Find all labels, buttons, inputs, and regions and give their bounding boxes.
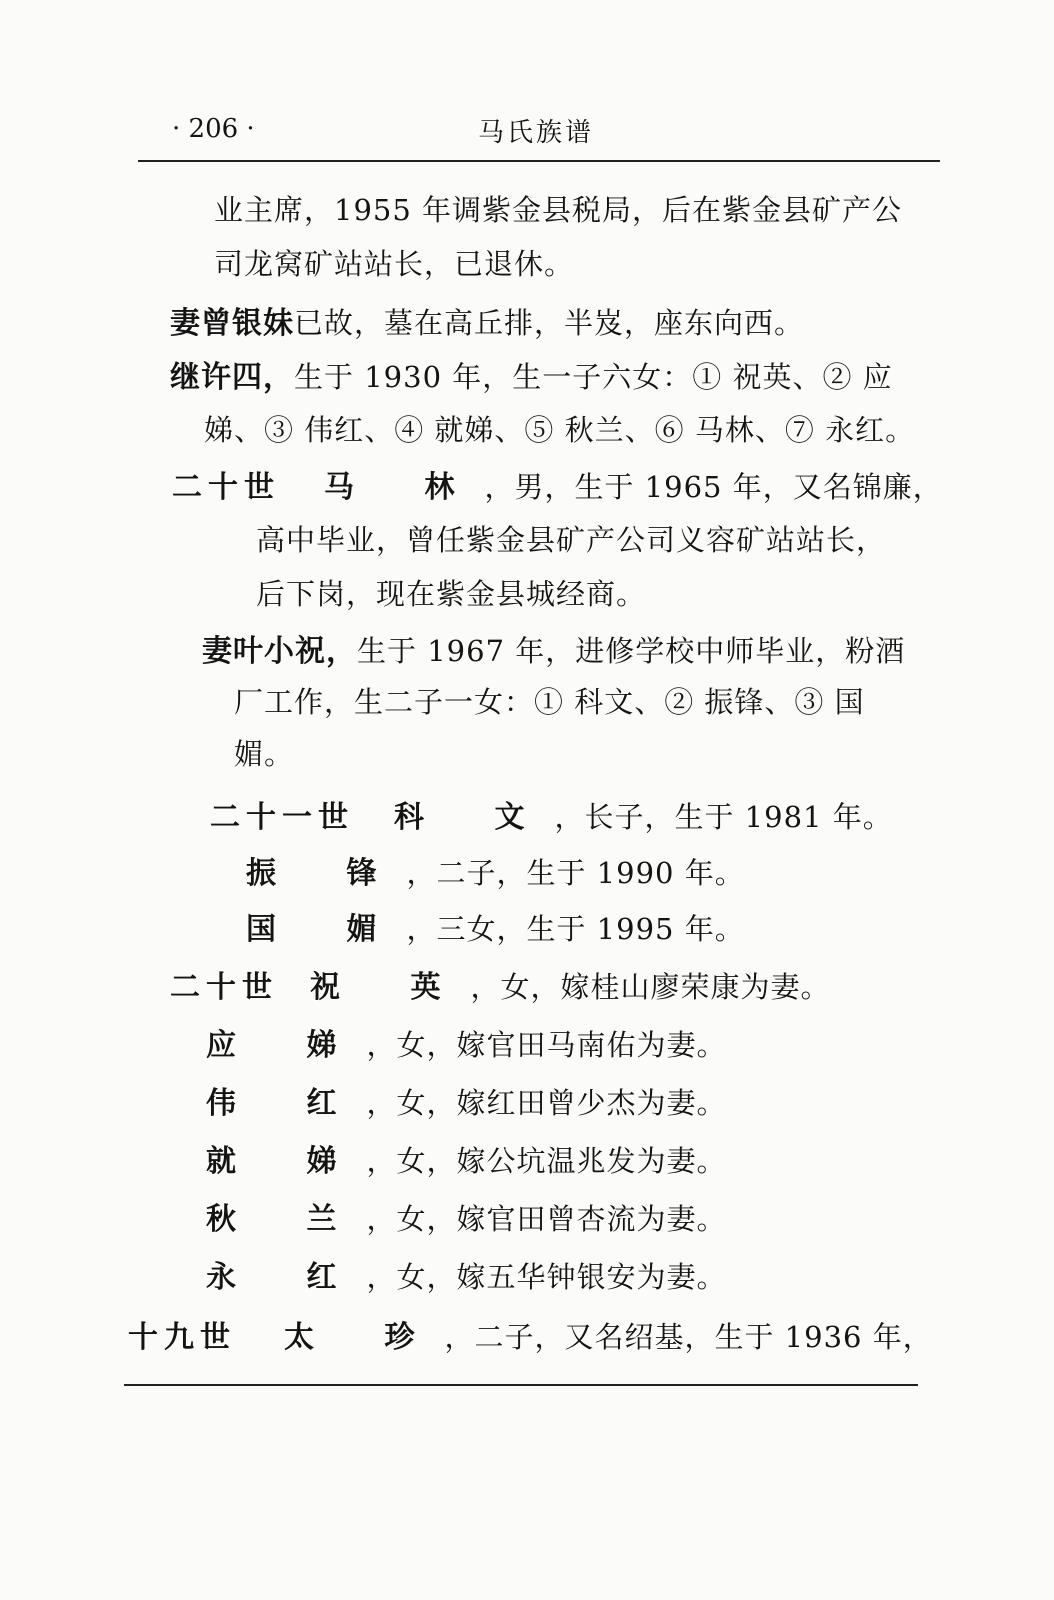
person-entry [206,1020,726,1064]
spouse-name: 妻曾银妹 [170,306,294,341]
person-text: ，女，嫁红田曾少杰为妻。 [366,1086,727,1120]
generation-label: 二十世 [172,470,280,505]
text-line: 司龙窝矿站站长，已退休。 [214,247,575,281]
page-number: · 206 · [172,114,255,144]
person-name: 应 娣 [206,1028,367,1063]
person-entry [206,1078,726,1122]
person-entry [206,1194,726,1238]
person-name: 振 锋 [246,856,407,891]
person-entry [206,1252,726,1296]
book-title: 马氏族谱 [478,118,595,148]
person-name: 伟 红 [206,1086,367,1121]
person-entry [210,792,893,836]
spouse-text: 生于 1967 年，进修学校中师毕业，粉酒 [357,634,906,668]
generation-label: 二十世 [170,970,278,1005]
person-entry [246,904,745,948]
person-entry [206,1136,726,1180]
person-text: ，二子，生于 1990 年。 [406,856,745,890]
text-line: 业主席，1955 年调紫金县税局，后在紫金县矿产公 [214,193,903,227]
spouse-text: 生于 1930 年，生一子六女：① 祝英、② 应 [294,360,893,394]
person-text: ，男，生于 1965 年，又名锦廉， [484,470,943,504]
footer-rule [124,1384,918,1386]
person-entry [170,962,830,1006]
spouse-entry [170,352,893,396]
person-name: 秋 兰 [206,1202,367,1237]
person-text: ，长子，生于 1981 年。 [554,800,893,834]
text-line: 厂工作，生二子一女：① 科文、② 振锋、③ 国 [234,685,865,719]
spouse-name: 妻叶小祝， [202,634,357,669]
person-text: ，女，嫁官田曾杏流为妻。 [366,1202,727,1236]
spouse-entry [170,298,804,342]
generation-label: 二十一世 [210,800,354,835]
person-name: 就 娣 [206,1144,367,1179]
person-name: 科 文 [394,800,555,835]
person-text: ，女，嫁公坑温兆发为妻。 [366,1144,727,1178]
person-entry [246,848,745,892]
person-name: 永 红 [206,1260,367,1295]
person-name: 太 珍 [284,1320,445,1355]
person-entry [128,1312,933,1356]
person-text: ，三女，生于 1995 年。 [406,912,745,946]
person-name: 国 媚 [246,912,407,947]
person-text: ，女，嫁五华钟银安为妻。 [366,1260,727,1294]
person-text: ，二子，又名绍基，生于 1936 年， [444,1320,933,1354]
person-entry [172,462,943,506]
spouse-entry [202,626,905,670]
text-line: 娣、③ 伟红、④ 就娣、⑤ 秋兰、⑥ 马林、⑦ 永红。 [204,413,916,447]
text-line: 媚。 [234,737,295,771]
person-text: ，女，嫁官田马南佑为妻。 [366,1028,727,1062]
spouse-name: 继许四， [170,360,294,395]
header-rule [138,160,940,162]
person-name: 马 林 [324,470,485,505]
spouse-text: 已故，墓在高丘排，半岌，座东向西。 [294,306,805,340]
person-text: ，女，嫁桂山廖荣康为妻。 [470,970,831,1004]
generation-label: 十九世 [128,1320,236,1355]
text-line: 后下岗，现在紫金县城经商。 [256,577,647,611]
person-name: 祝 英 [310,970,471,1005]
text-line: 高中毕业，曾任紫金县矿产公司义容矿站站长， [256,523,887,557]
